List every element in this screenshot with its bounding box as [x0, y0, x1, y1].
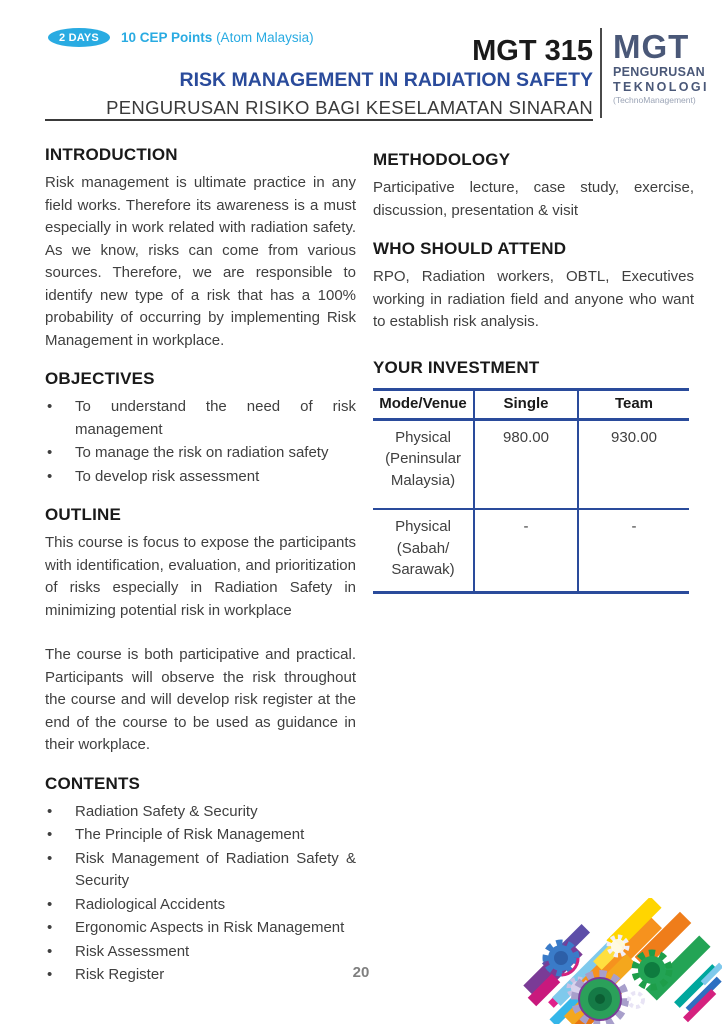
section-methodology [373, 150, 694, 222]
course-title-malay: PENGURUSAN RISIKO BAGI KESELAMATAN SINARAN [106, 97, 593, 119]
who-should-attend-heading: WHO SHOULD ATTEND [373, 239, 567, 258]
table-row [373, 509, 689, 593]
gear-icon [575, 974, 625, 1024]
course-code: MGT 315 [472, 35, 593, 67]
methodology-body: Participative lecture, case study, exercise, discussion, presentation & visit [373, 179, 694, 219]
left-column [45, 145, 356, 1004]
contents-heading: CONTENTS [45, 773, 141, 793]
section-your-investment [373, 358, 694, 595]
list-item: • Risk Register [45, 964, 356, 987]
gear-icon [544, 941, 578, 975]
decorative-gears-graphic [498, 898, 722, 1024]
cell-single-price: 980.00 [474, 419, 578, 509]
cell-team-price: - [578, 509, 689, 593]
duration-badge: 2 DAYS [48, 28, 110, 47]
your-investment-heading: YOUR INVESTMENT [373, 357, 540, 377]
section-introduction [45, 145, 356, 352]
section-outline [45, 505, 356, 757]
list-item: • Radiation Safety & Security [45, 801, 356, 824]
list-item: • Risk Management of Radiation Safety & Security [45, 848, 356, 893]
list-item: • Radiological Accidents [45, 894, 356, 917]
table-header-team: Team [578, 389, 689, 419]
logo-divider-line [600, 28, 602, 118]
investment-table [373, 388, 689, 595]
introduction-heading: INTRODUCTION [45, 145, 178, 164]
logo-acronym: MGT [613, 28, 690, 65]
cell-mode-venue: Physical (Sabah/ Sarawak) [391, 517, 455, 579]
table-row [373, 419, 689, 509]
list-item: • Ergonomic Aspects in Risk Management [45, 917, 356, 940]
cep-points-label: 10 CEP Points [121, 30, 213, 45]
methodology-heading: METHODOLOGY [373, 150, 511, 169]
outline-paragraph-1: This course is focus to expose the participants with identification, evaluation, and prioritization of risks especially in Radiation Safety in minimizing potential risk in workplace [45, 534, 356, 619]
introduction-body: Risk management is ultimate practice in any field works. Therefore its awareness is a must especially in work related with radiation safety. As we know, risks can come from various sources. Therefore, we are responsible to identify new type of a risk that has a 100% probability of occurring by implementing Risk Management in workplace. [45, 174, 356, 349]
gear-icon [629, 993, 643, 1007]
page-number: 20 [352, 964, 370, 981]
objectives-heading: OBJECTIVES [45, 369, 155, 388]
contents-list [45, 801, 356, 987]
list-item: • The Principle of Risk Management [45, 824, 356, 847]
right-column [373, 150, 694, 611]
gear-icon [609, 937, 627, 955]
gear-icon [635, 953, 669, 987]
table-header-mode-venue: Mode/Venue [373, 389, 474, 419]
course-title-block [45, 36, 593, 119]
section-contents [45, 774, 356, 987]
cell-single-price: - [474, 509, 578, 593]
list-item: • To understand the need of risk management [45, 396, 356, 441]
outline-paragraph-2: The course is both participative and practical. Participants will observe the risk throughout the course and will develop risk register at the end of the course to be used as guidance in their workplace. [45, 646, 356, 753]
objectives-list [45, 396, 356, 488]
table-header-single: Single [474, 389, 578, 419]
cell-mode-venue: Physical (Peninsular Malaysia) [373, 419, 474, 509]
logo-word-teknologi: TEKNOLOGI [613, 80, 709, 95]
logo-tagline: (TechnoManagement) [613, 95, 696, 106]
section-who-should-attend [373, 239, 694, 334]
cell-team-price: 930.00 [578, 419, 689, 509]
list-item: • To develop risk assessment [45, 466, 356, 489]
section-objectives [45, 369, 356, 488]
company-logo [613, 28, 713, 106]
list-item: • Risk Assessment [45, 941, 356, 964]
outline-heading: OUTLINE [45, 505, 122, 524]
cep-points-note: (Atom Malaysia) [216, 30, 314, 45]
course-title-english: RISK MANAGEMENT IN RADIATION SAFETY [179, 69, 593, 92]
table-header-row [373, 389, 689, 419]
header-divider-line [45, 119, 593, 121]
logo-word-pengurusan: PENGURUSAN [613, 65, 705, 80]
list-item: • To manage the risk on radiation safety [45, 442, 356, 465]
who-should-attend-body: RPO, Radiation workers, OBTL, Executives working in radiation field and anyone who want to establish risk analysis. [373, 268, 694, 330]
